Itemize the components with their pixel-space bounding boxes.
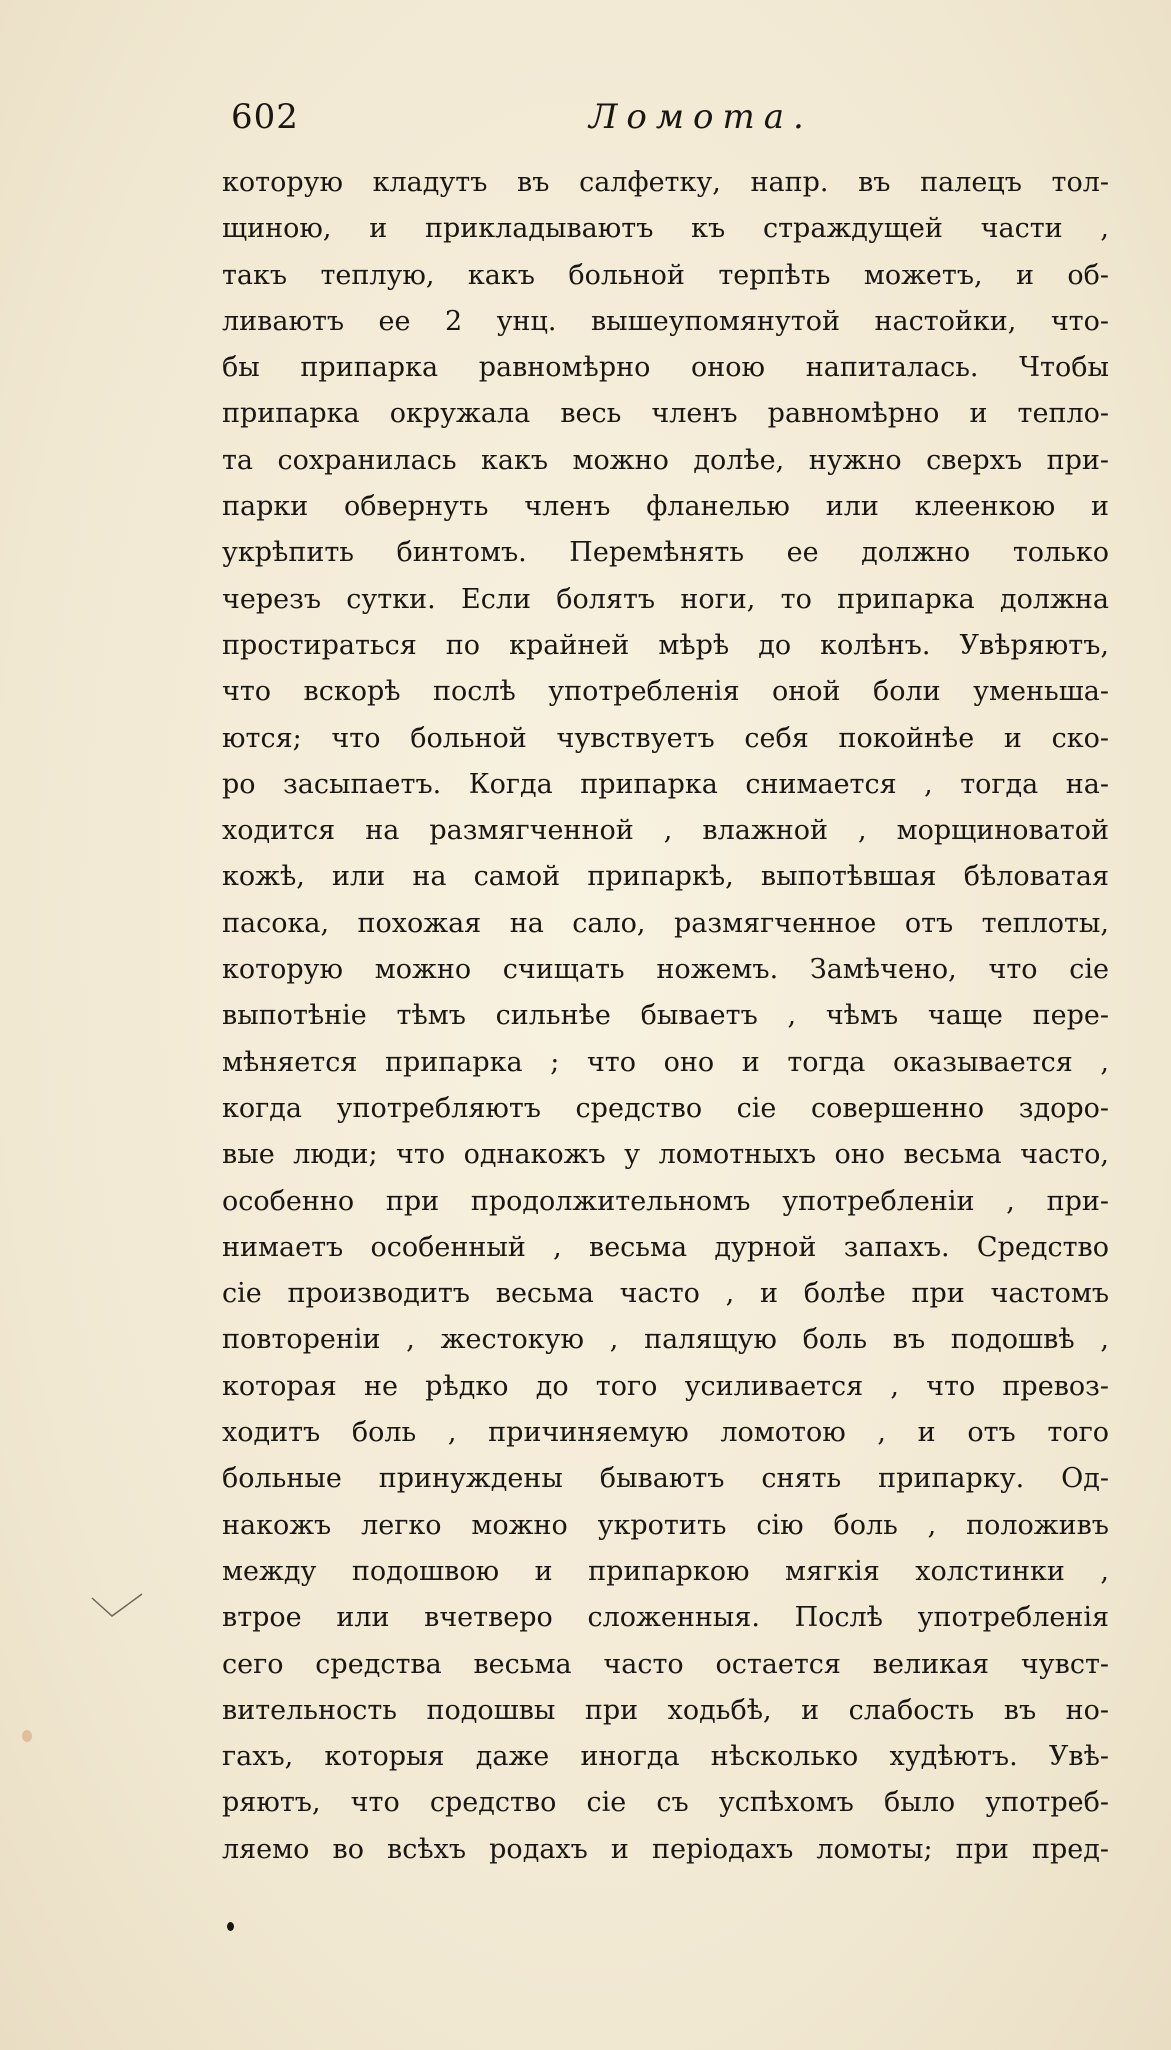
running-title: Ломота. [589, 97, 813, 137]
text-line: парки обвернуть членъ фланелью или клеенкою и [222, 491, 1109, 523]
text-line: повтореніи , жестокую , палящую боль въ подошвѣ , [222, 1324, 1109, 1356]
text-line: которая не рѣдко до того усиливается , что превоз- [222, 1370, 1109, 1402]
page-header [231, 97, 1111, 157]
text-line: между подошвою и припаркою мягкія холстинки , [222, 1555, 1109, 1587]
text-line: сіе производитъ весьма часто , и болѣе при частомъ [222, 1278, 1109, 1310]
text-line: такъ теплую, какъ больной терпѣть можетъ, и об- [222, 259, 1109, 291]
text-line: простираться по крайней мѣрѣ до колѣнъ. Увѣряютъ, [222, 629, 1109, 661]
text-line: ходится на размягченной , влажной , морщиноватой [222, 815, 1109, 847]
text-line: припарка окружала весь членъ равномѣрно и тепло- [222, 398, 1109, 430]
text-line: втрое или вчетверо сложенныя. Послѣ употребленія [222, 1602, 1109, 1634]
text-line: выпотѣніе тѣмъ сильнѣе бываетъ , чѣмъ чаще пере- [222, 1000, 1109, 1032]
text-line: ливаютъ ее 2 унц. вышеупомянутой настойки, что- [222, 305, 1109, 337]
text-line: щиною, и прикладываютъ къ страждущей части , [222, 213, 1109, 245]
text-line: что вскорѣ послѣ употребленія оной боли уменьша- [222, 676, 1109, 708]
text-line: ро засыпаетъ. Когда припарка снимается , тогда на- [222, 768, 1109, 800]
text-line: кожѣ, или на самой припаркѣ, выпотѣвшая бѣловатая [222, 861, 1109, 893]
text-line: вительность подошвы при ходьбѣ, и слабость въ но- [222, 1694, 1109, 1726]
text-line: накожъ легко можно укротить сію боль , положивъ [222, 1509, 1109, 1541]
text-line: мѣняется припарка ; что оно и тогда оказывается , [222, 1046, 1109, 1078]
text-line: та сохранилась какъ можно долѣе, нужно сверхъ при- [222, 444, 1109, 476]
page-number: 602 [231, 97, 299, 137]
stain-speck [22, 1730, 32, 1742]
text-line: ются; что больной чувствуетъ себя покойнѣе и ско- [222, 722, 1109, 754]
text-line: больные принуждены бываютъ снять припарку. Од- [222, 1463, 1109, 1495]
text-line: нимаетъ особенный , весьма дурной запахъ. Средство [222, 1231, 1109, 1263]
text-line: пасока, похожая на сало, размягченное отъ теплоты, [222, 907, 1109, 939]
text-line: которую кладутъ въ салфетку, напр. въ палецъ тол- [222, 167, 1109, 198]
ink-speck [227, 1922, 234, 1931]
text-line: ляемо во всѣхъ родахъ и періодахъ ломоты; при пред- [222, 1833, 1109, 1865]
text-line: укрѣпить бинтомъ. Перемѣнять ее должно только [222, 537, 1109, 569]
text-line: которую можно счищать ножемъ. Замѣчено, что сіе [222, 954, 1109, 986]
margin-check-mark [90, 1592, 145, 1620]
text-line: вые люди; что однакожъ у ломотныхъ оно весьма часто, [222, 1139, 1109, 1171]
text-line: черезъ сутки. Если болятъ ноги, то припарка должна [222, 583, 1109, 615]
text-line: ряютъ, что средство сіе съ успѣхомъ было употреб- [222, 1787, 1109, 1819]
text-line: бы припарка равномѣрно оною напиталась. Чтобы [222, 352, 1109, 384]
text-line: ходитъ боль , причиняемую ломотою , и отъ того [222, 1417, 1109, 1449]
text-line: гахъ, которыя даже иногда нѣсколько худѣютъ. Увѣ- [222, 1741, 1109, 1773]
text-line: особенно при продолжительномъ употребленіи , при- [222, 1185, 1109, 1217]
text-line: когда употребляютъ средство сіе совершенно здоро- [222, 1092, 1109, 1124]
text-line: сего средства весьма часто остается великая чувст- [222, 1648, 1109, 1680]
body-text [222, 160, 1109, 1873]
